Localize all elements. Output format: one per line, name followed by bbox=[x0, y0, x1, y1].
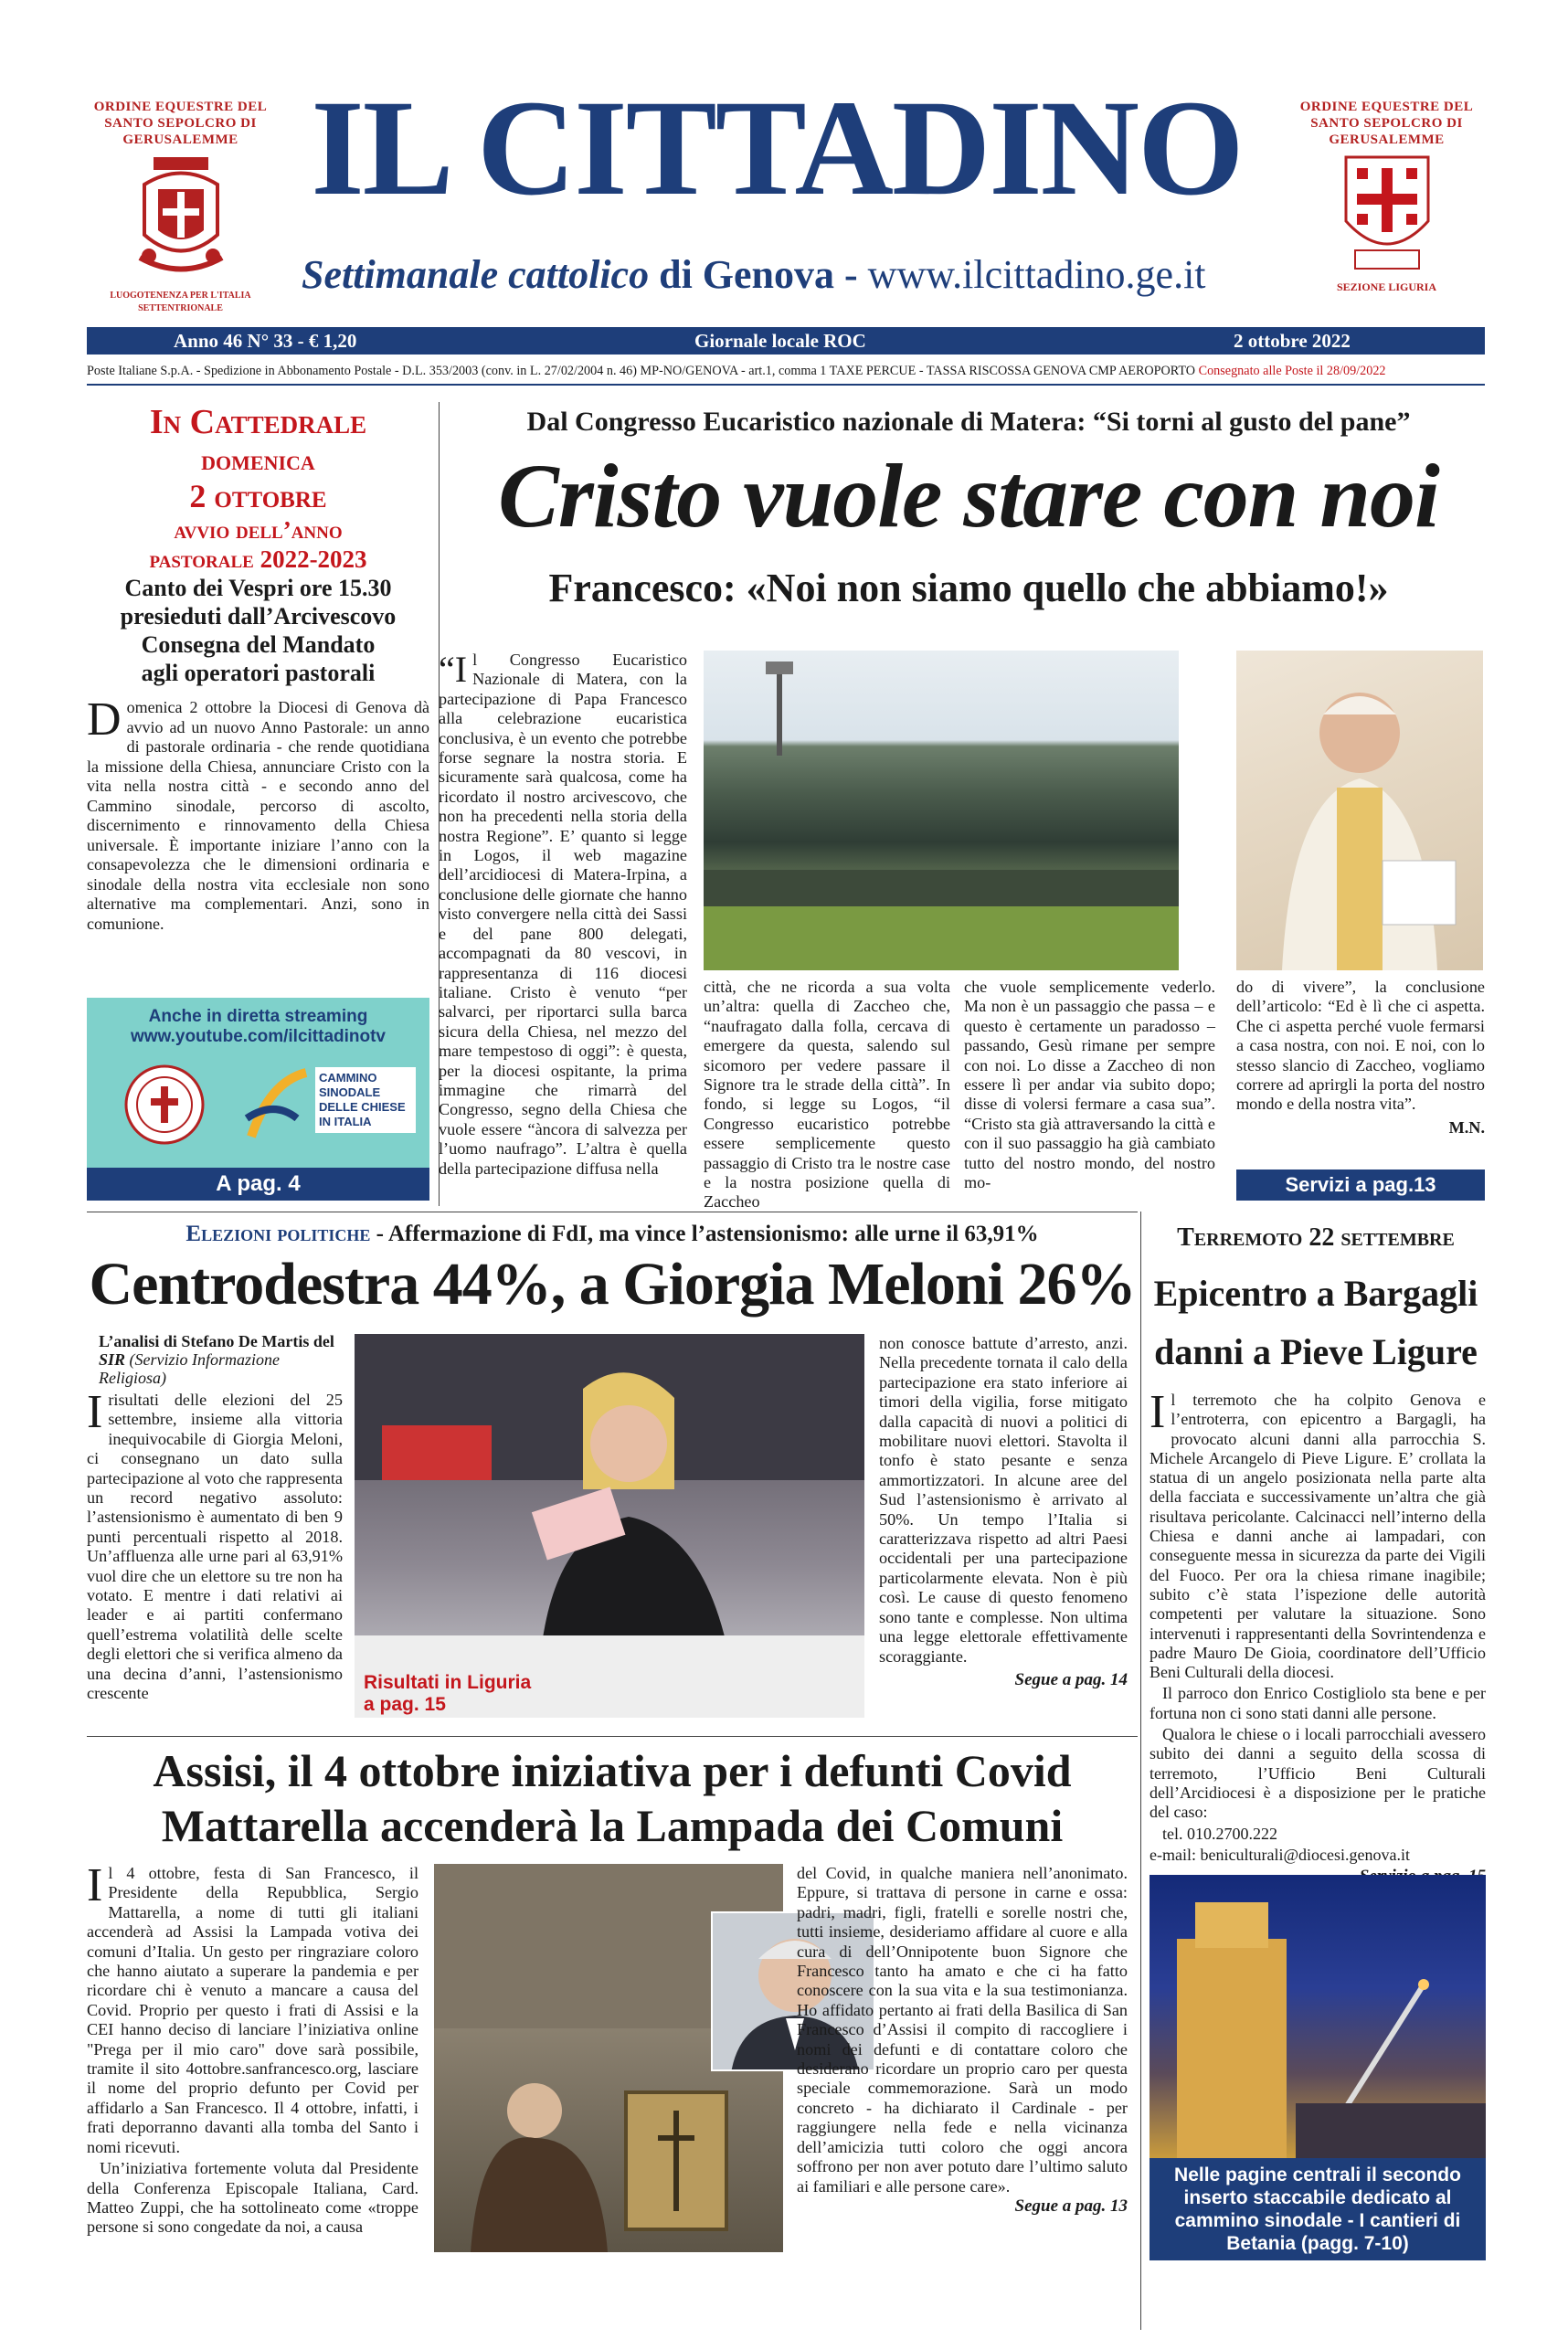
streaming-url[interactable]: www.youtube.com/ilcittadinotv bbox=[130, 1027, 387, 1046]
postal-text: Poste Italiane S.p.A. - Spedizione in Abbonamento Postale - D.L. 353/2003 (conv. in L. 27/02/2004 n. 46) MP-NO/GENOVA - art.1, comma 1 TAXE PERCUE - TASSA RISCOSSA GENOVA CMP AEROPORTO bbox=[87, 364, 1196, 378]
byline-author: L’analisi di Stefano De Martis del bbox=[99, 1332, 334, 1350]
terremoto-title1: Epicentro a Bargagli bbox=[1153, 1273, 1478, 1314]
elezioni-col1-text: risultati delle elezioni del 25 settembre, insieme alla vittoria inequivocabile di Giorgia Meloni, ci consegnano un dato sulla partecipazione al voto che rappresenta un record negativo assoluto: l’astensionismo è aumentato di ben 9 punti percentuali rispetto al 2018. Un’affluenza alle urne pari al 63,91% vuol dire che un elettore su tre non ha votato. E mentre i dati relativi ai leader e ai partiti confermano quell’estrema volatilità delle scelte degli elettori che si verifica almeno da una decina d’anni, l’astensionismo crescente bbox=[87, 1391, 343, 1703]
streaming-box bbox=[87, 998, 429, 1168]
logo-right bbox=[1288, 99, 1485, 309]
logo-left-top: ORDINE EQUESTRE DEL SANTO SEPOLCRO DI GERUSALEMME bbox=[93, 100, 268, 147]
terremoto-email[interactable]: e-mail: beniculturali@diocesi.genova.it bbox=[1150, 1845, 1410, 1864]
subtitle-weekly: Settimanale cattolico bbox=[302, 252, 650, 297]
congresso-col2: città, che ne ricorda a sua volta un’altra: quella di Zaccheo che, “naufragato dalla folla, cercava di emergere da questa, salendo sul sicomoro per vedere passare il Signore tra le strade della città”. In fondo, si legge su Logos, “il Congresso eucaristico potrebbe essere semplicemente questo passaggio di Cristo tra le nostre case e la nostra posizione quella di Zaccheo bbox=[704, 978, 950, 1212]
elezioni-title: Centrodestra 44%, a Giorgia Meloni 26% bbox=[89, 1251, 1136, 1318]
terremoto-text: l terremoto che ha colpito Genova e l’entroterra, con epicentro a Bargagli, ha provocato alcuni danni alla parrocchia S. Michele Arcangelo di Pieve Ligure. E’ crollata la statua di un angelo posizionata nella parte alta della facciata e successivamente un’altra che già risultava pericolante. Calcinacci nell’interno della Chiesa e danni anche ai lampadari, con conseguente messa in sicurezza da parte dei Vigili del Fuoco. Per ora la chiesa rimane inagibile; subito c’è stata l’ispezione delle autorità competenti per valutare la situazione. Sono intervenuti i rappresentanti della Sovrintendenza e padre Mauro De Gioia, coordinatore dell’Ufficio Beni Culturali della diocesi. bbox=[1150, 1391, 1486, 1682]
masthead-subtitle bbox=[302, 252, 1270, 298]
streaming-label: Anche in diretta streaming bbox=[148, 1007, 368, 1026]
cattedrale-presieduti: presieduti dall’Arcivescovo bbox=[120, 603, 397, 630]
elezioni-col2 bbox=[879, 1334, 1128, 1727]
issue-number: Anno 46 N° 33 - € 1,20 bbox=[174, 330, 357, 352]
postal-line bbox=[87, 362, 1494, 380]
assisi-segue[interactable]: Segue a pag. 13 bbox=[1014, 2196, 1128, 2216]
byline-sir: SIR bbox=[99, 1350, 126, 1369]
church-night-photo bbox=[1150, 1875, 1486, 2158]
byline-sir-full: (Servizio Informazione Religiosa) bbox=[99, 1350, 281, 1387]
elezioni-kicker-label: Elezioni politiche bbox=[185, 1222, 371, 1246]
stadium-floodlight-icon bbox=[704, 651, 1179, 970]
terremoto-title2: danni a Pieve Ligure bbox=[1154, 1331, 1478, 1372]
elezioni-col1 bbox=[87, 1386, 343, 1738]
pope-figure-icon bbox=[1236, 651, 1483, 970]
assisi-col2 bbox=[797, 1864, 1128, 2257]
giorgia-meloni-photo bbox=[355, 1334, 864, 1718]
cattedrale-day: domenica bbox=[201, 443, 315, 476]
cattedrale-year: pastorale 2022-2023 bbox=[149, 545, 367, 573]
elezioni-col2-text: non conosce battute d’arresto, anzi. Nella precedente tornata il calo della partecipazione era stato inferiore ai timori della vigilia, forse mitigato dalla capacità di nuovi a politici di mobilitare nuovi elettori. Stavolta il tonfo è stato pesante e senza ammortizzatori. In alcune aree del Sud l’astensionismo è arrivato al 50%. Un tempo l’Italia si caratterizzava rispetto ad altri Paesi occidentali per una partecipazione particolarmente elevata. Non è più così. Le cause di questo fenomeno sono tante e complesse. Non ultima una legge elettorale effettivamente scoraggiante. bbox=[879, 1334, 1128, 1666]
diocese-seal-icon bbox=[123, 1064, 206, 1146]
stadium-crowd-photo bbox=[704, 651, 1179, 970]
pope-francesco-photo bbox=[1236, 651, 1483, 970]
congresso-col1 bbox=[439, 651, 687, 1199]
servizi-pag13-label[interactable]: Servizi a pag.13 bbox=[1236, 1170, 1485, 1201]
jerusalem-cross-shield-icon bbox=[1337, 148, 1437, 276]
logo-left bbox=[87, 99, 274, 313]
postal-delivery: Consegnato alle Poste il 28/09/2022 bbox=[1198, 364, 1386, 378]
jerusalem-cross-crest-icon bbox=[126, 148, 236, 285]
assisi-title1: Assisi, il 4 ottobre iniziativa per i defunti Covid bbox=[153, 1745, 1072, 1796]
terremoto-body bbox=[1150, 1386, 1486, 1886]
cattedrale-operatori: agli operatori pastorali bbox=[141, 660, 376, 686]
cattedrale-mandato: Consegna del Mandato bbox=[141, 631, 376, 658]
assisi-drop-cap: I bbox=[87, 1859, 103, 1911]
issue-date: 2 ottobre 2022 bbox=[1234, 330, 1351, 352]
voter-figure-icon bbox=[355, 1334, 864, 1718]
sinodale-badge: CAMMINO SINODALE DELLE CHIESE IN ITALIA bbox=[315, 1067, 416, 1133]
elezioni-kicker bbox=[87, 1221, 1138, 1248]
elezioni-byline bbox=[99, 1332, 345, 1387]
divider-right bbox=[1140, 1212, 1141, 2330]
terremoto-drop-cap: I bbox=[1150, 1386, 1166, 1438]
cattedrale-vespri: Canto dei Vespri ore 15.30 bbox=[124, 575, 392, 601]
congresso-title: Cristo vuole stare con noi bbox=[498, 445, 1439, 546]
newspaper-type: Giornale locale ROC bbox=[694, 330, 866, 352]
congresso-col3: che vuole semplicemente vederlo. Ma non è un passaggio che passa – e questo è certamente un paradosso – passando, Gesù rimane per sempre con noi. Lo disse a Zaccheo di non essere lì per andar via subito dopo; disse di volersi fermare a casa sua”. “Cristo sta già attraversando la città e con il suo passaggio ha già cambiato tutto del nostro mondo, del nostro mo- bbox=[964, 978, 1215, 1192]
elezioni-kicker-text: - Affermazione di FdI, ma vince l’astensionismo: alle urne il 63,91% bbox=[376, 1222, 1039, 1246]
terremoto-p2: Il parroco don Enrico Costigliolo sta bene e per fortuna non ci sono stati danni alle persone. bbox=[1150, 1684, 1486, 1722]
betania-insert-label[interactable]: Nelle pagine centrali il secondo inserto staccabile dedicato al cammino sinodale - I cantieri di Betania (pagg. 7-10) bbox=[1150, 2158, 1486, 2260]
assisi-col2-text: del Covid, in qualche maniera nell’anonimato. Eppure, si trattava di persone in carne e ossa: padri, madri, figli, fratelli e sorelle nostri che, tutti insieme, desideriamo affidare al cuore e alla cura di dell’Onnipotente buon Signore che Francesco tanto ha amato e che ci ha fatto conoscere con la sua vita e la sua testimonianza. Ho affidato pertanto ai frati della Basilica di San Francesco d’Assisi il compito di raccogliere i nomi dei defunti e di contattare coloro che desiderano ricordare un proprio caro per questa speciale commemorazione. Sarà un modo concreto - ha dichiarato il Cardinale - per raggiungere nella fede e nella vicinanza dell’amicizia tutti coloro che oggi ancora soffrono per non aver potuto dare l’ultimo saluto ai familiari e alle persone care». bbox=[797, 1864, 1128, 2196]
elezioni-segue[interactable]: Segue a pag. 14 bbox=[1014, 1669, 1128, 1689]
assisi-col1-p2: Un’iniziativa fortemente voluta dal Presidente della Conferenza Episcopale Italiana, Card. Matteo Zuppi, che ha sottolineato come «troppe persone si sono congedate da noi, a causa bbox=[87, 2159, 418, 2237]
terremoto-p3: Qualora le chiese o i locali parrocchiali avessero subito dei danni a seguito della scossa di terremoto, l’Ufficio Beni Culturali dell’Arcidiocesi è a disposizione per le pratiche del caso: bbox=[1150, 1725, 1486, 1822]
cattedrale-text: omenica 2 ottobre la Diocesi di Genova dà avvio ad un nuovo Anno Pastorale: un anno di pastorale ordinaria - che rende quotidiana la missione della Chiesa, annunciare Cristo con la vita nella nostra città - e secondo anno del Cammino sinodale, percorso di ascolto, discernimento e rinnovamento della Chiesa universale. È importante iniziare l’anno con la consapevolezza che le dimensioni ordinaria e sinodale della nostra vita ecclesiale non sono alternative ma complementari. Anzi, sono in comunione. bbox=[87, 698, 429, 933]
cattedrale-date: 2 ottobre bbox=[189, 478, 327, 514]
photo-caption-pag15[interactable]: a pag. 15 bbox=[364, 1694, 446, 1715]
sinodale-logo-icon bbox=[242, 1064, 311, 1146]
cattedrale-body bbox=[87, 693, 429, 934]
congresso-col1-text: l Congresso Eucaristico Nazionale di Matera, con la partecipazione di Papa Francesco alla celebrazione eucaristica conclusiva, è un evento che potrebbe forse segnare la nostra storia. E sicuramente sarà qualcosa, come ha ricordato il nostro arcivescovo, che non ha precedenti nella storia della nostra Regione”. E’ quanto si legge in Logos, il web magazine dell’arcidiocesi di Matera-Irpina, a conclusione delle giornate che hanno visto convergere nella città dei Sassi e del pane 800 delegati, accompagnati da 80 vescovi, in rappresentanza di 116 diocesi italiane. Cristo è venuto “per salvarci, per riportarci sulla barca sicura della Chiesa, nel mezzo del mare tempestoso di oggi”: è questa, per la diocesi ospitante, la prima immagine che rimarrà del Congresso, segno della Chiesa che vuole essere “àncora di salvezza per l’uomo naufrago”. L’altra è quella della partecipazione diffusa nella bbox=[439, 651, 687, 1178]
cattedrale-avvio: avvio dell’anno bbox=[174, 516, 343, 544]
church-crane-icon bbox=[1150, 1875, 1486, 2158]
congresso-subtitle: Francesco: «Noi non siamo quello che abbiamo!» bbox=[548, 566, 1389, 610]
header-rule bbox=[87, 384, 1485, 386]
subtitle-city: di Genova - bbox=[659, 252, 858, 297]
apag-4-label[interactable]: A pag. 4 bbox=[87, 1168, 429, 1201]
logo-right-top: ORDINE EQUESTRE DEL SANTO SEPOLCRO DI GERUSALEMME bbox=[1299, 100, 1474, 147]
logo-left-bottom: LUOGOTENENZA PER L'ITALIA SETTENTRIONALE bbox=[110, 291, 251, 313]
masthead-title: IL CITTADINO bbox=[311, 72, 1243, 224]
drop-cap: D bbox=[87, 693, 122, 746]
terremoto-tel: tel. 010.2700.222 bbox=[1162, 1824, 1277, 1843]
congresso-signature: M.N. bbox=[1448, 1117, 1485, 1137]
terremoto-kicker: Terremoto 22 settembre bbox=[1177, 1223, 1455, 1252]
elezioni-drop-cap: I bbox=[87, 1386, 103, 1438]
photo-caption-liguria[interactable]: Risultati in Liguria bbox=[364, 1672, 532, 1693]
section-rule-2 bbox=[87, 1736, 1138, 1737]
congresso-col4 bbox=[1236, 978, 1485, 1160]
assisi-col1 bbox=[87, 1859, 418, 2257]
quote-drop-cap: “I bbox=[439, 649, 468, 690]
assisi-title2: Mattarella accenderà la Lampada dei Comuni bbox=[161, 1800, 1064, 1851]
website-link[interactable]: www.ilcittadino.ge.it bbox=[867, 252, 1206, 297]
info-bar bbox=[87, 327, 1485, 355]
assisi-col1-text: l 4 ottobre, festa di San Francesco, il Presidente della Repubblica, Sergio Mattarella, a nome di tutti gli italiani accenderà ad Assisi la Lampada votiva dei comuni d’Italia. Un gesto per ringraziare coloro che hanno aiutato a superare la pandemia e per ricordare chi è venuto a mancare a causa del Covid. Proprio per questo i frati di Assisi e la CEI hanno deciso di lanciare l’iniziativa online "Prega per il mio caro" dove sarà possibile, tramite il sito 4ottobre.sanfrancesco.org, lasciare il nome del proprio defunto per Covid per affidarlo a San Francesco. Il 4 ottobre, infatti, i frati deporranno davanti alla tomba del Santo i nomi ricevuti. bbox=[87, 1864, 418, 2156]
logo-right-bottom: SEZIONE LIGURIA bbox=[1336, 280, 1437, 293]
congresso-col4-text: do di vivere”, la conclusione dell’articolo: “Ed è lì che ci aspetta. Che ci aspetta perché vuole fermarsi a casa nostra, con noi. E noi, con lo stesso slancio di Zaccheo, vogliamo correre ad aprirgli la porta del nostro mondo e della nostra vita”. bbox=[1236, 978, 1485, 1114]
congresso-kicker: Dal Congresso Eucaristico nazionale di Matera: “Si torni al gusto del pane” bbox=[526, 407, 1411, 437]
cattedrale-heading: In Cattedrale bbox=[149, 403, 367, 441]
